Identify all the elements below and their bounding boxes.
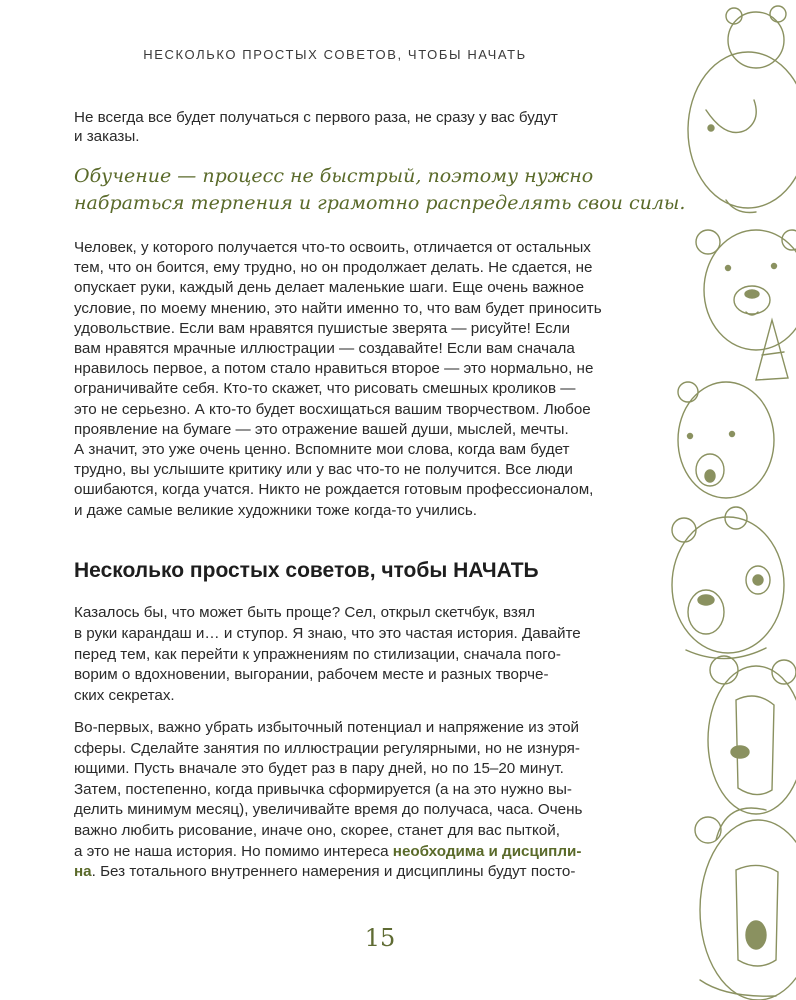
text-fragment: . Без тотального внутреннего намерения и дисциплины будут посто-: [91, 863, 576, 881]
text-line: Не всегда все будет получаться с первого раза, не сразу у вас будут: [74, 109, 558, 126]
intro-paragraph: [74, 108, 558, 146]
body-paragraph-2: [74, 603, 581, 707]
text-line: А значит, это уже очень ценно. Вспомните мои слова, когда вам будет: [74, 441, 570, 459]
text-line: условие, по моему мнению, это найти именно то, что вам будет приносить: [74, 299, 602, 317]
bear-sketch-party-hat: [678, 320, 788, 498]
text-line: Затем, постепенно, когда привычка сформируется (а на это нужно вы-: [74, 780, 572, 798]
quote-line: Обучение — процесс не быстрый, поэтому нужно: [74, 165, 594, 187]
text-line: опускает руки, каждый день делает маленькие шаги. Еще очень важное: [74, 279, 585, 297]
text-line: вам нравятся мрачные иллюстрации — создавайте! Если вам сначала: [74, 340, 575, 358]
text-line: ских секретах.: [74, 687, 175, 705]
text-line: проявление на бумаге — это отражение вашей души, мыслей, мечты.: [74, 420, 569, 438]
bear-sketch-bottom: [695, 808, 796, 1000]
text-line: ворим о вдохновении, выгорании, рабочем месте и разных творче-: [74, 666, 549, 684]
bear-sketch-three-quarter: [672, 507, 784, 659]
text-line: удовольствие. Если вам нравятся пушистые зверята — рисуйте! Если: [74, 319, 570, 337]
text-line: Человек, у которого получается что-то освоить, отличается от остальных: [74, 239, 591, 256]
text-line: делить минимум месяц), увеличивайте время до получаса, часа. Очень: [74, 801, 583, 819]
body-paragraph-3: [74, 718, 582, 883]
text-line: перед тем, как перейти к упражнениям по стилизации, сначала пого-: [74, 645, 561, 663]
pull-quote: [74, 163, 685, 217]
text-line: это не серьезно. А кто-то будет восхищаться вашим творчеством. Любое: [74, 400, 591, 418]
bear-sketch-tall: [708, 656, 796, 814]
text-line: трудно, вы услышите критику или у вас что-то не получится. Все люди: [74, 461, 573, 479]
text-line: [74, 842, 582, 863]
text-line: Во-первых, важно убрать избыточный потенциал и напряжение из этой: [74, 719, 580, 736]
text-line: ошибаются, когда учатся. Никто не рождается готовым профессионалом,: [74, 481, 594, 499]
bear-sketch-standing: [688, 6, 796, 213]
text-line: нравилось первое, а потом стало нравиться второе — это нормально, не: [74, 360, 594, 378]
body-paragraph-1: [74, 238, 602, 521]
text-fragment: а это не наша история. Но помимо интереса: [74, 842, 393, 860]
text-line: важно любить рисование, иначе оно, скорее, станет для вас пыткой,: [74, 821, 560, 839]
text-line: и заказы.: [74, 128, 140, 146]
running-header: НЕСКОЛЬКО ПРОСТЫХ СОВЕТОВ, ЧТОБЫ НАЧАТЬ: [143, 47, 527, 62]
text-line: ющими. Пусть вначале это будет раз в пару дней, но по 15–20 минут.: [74, 760, 564, 778]
page-number: 15: [364, 924, 396, 952]
text-line: тем, что он боится, ему трудно, но он продолжает делать. Не сдается, не: [74, 259, 593, 277]
text-line: ограничивайте себя. Кто-то скажет, что рисовать смешных кроликов —: [74, 380, 576, 398]
quote-line: набраться терпения и грамотно распределять свои силы.: [74, 192, 686, 214]
highlighted-term: необходима и дисципли-: [392, 842, 582, 860]
bear-sketches-illustration: [666, 0, 796, 1000]
section-heading: Несколько простых советов, чтобы НАЧАТЬ: [74, 559, 539, 582]
text-line: в руки карандаш и… и ступор. Я знаю, что это частая история. Давайте: [74, 624, 581, 642]
bear-sketch-face: [696, 230, 796, 350]
text-line: сферы. Сделайте занятия по иллюстрации регулярными, но не изнуря-: [74, 739, 580, 757]
text-line: и даже самые великие художники тоже когда-то учились.: [74, 501, 477, 519]
text-line: [74, 862, 582, 883]
text-line: Казалось бы, что может быть проще? Сел, открыл скетчбук, взял: [74, 604, 535, 621]
highlighted-term: на: [74, 863, 92, 881]
